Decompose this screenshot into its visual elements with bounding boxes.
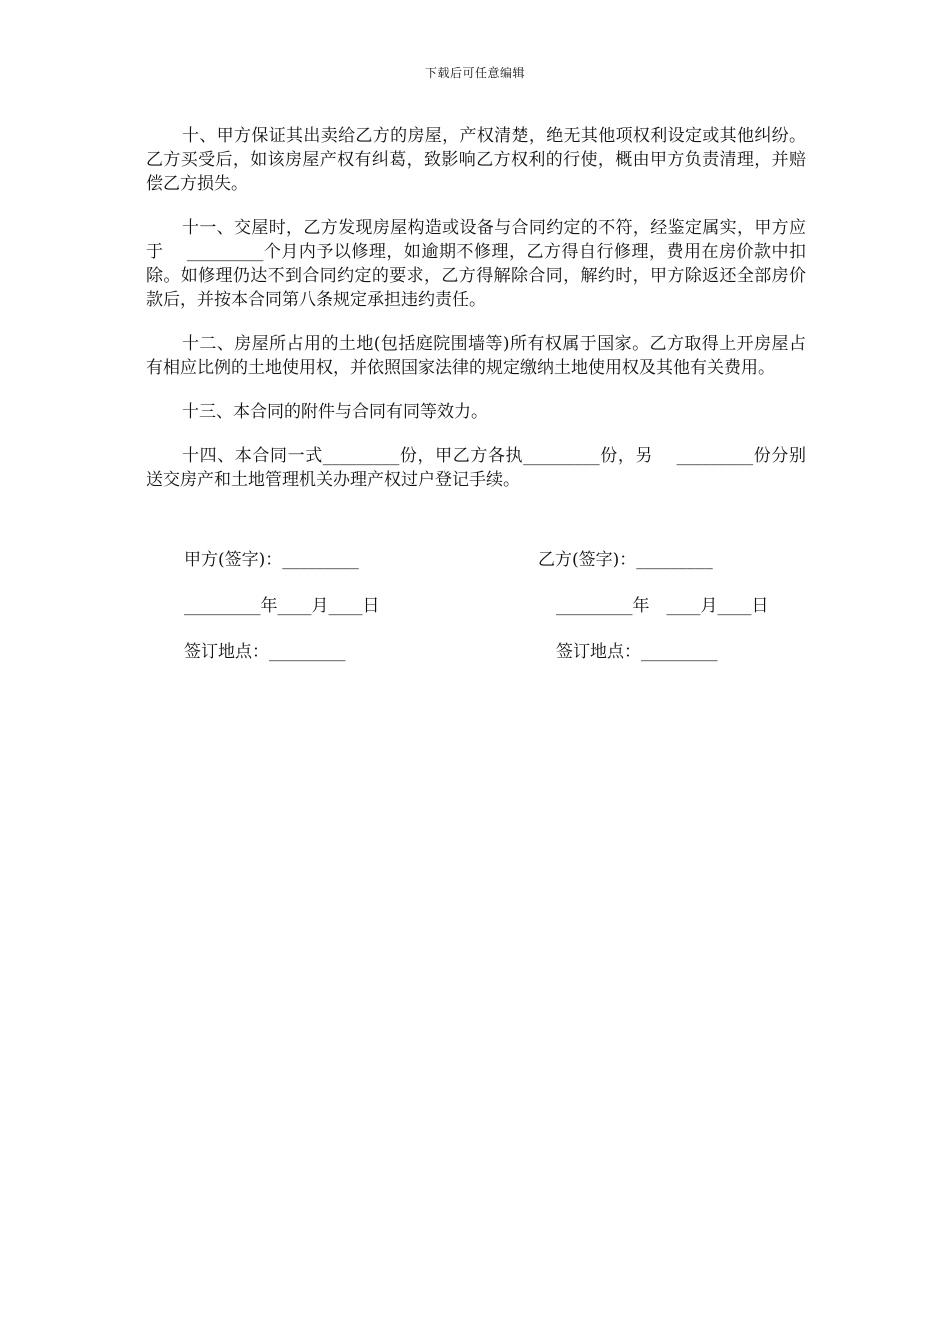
party-a-signature: 甲方(签字)：_________ [184, 550, 359, 570]
date-row [184, 594, 804, 640]
page-header-note: 下载后可任意编辑 [424, 66, 525, 80]
place-row [184, 640, 804, 686]
contract-body [146, 124, 806, 512]
party-a-date: _________年____月____日 [184, 596, 380, 616]
party-a-place: 签订地点：_________ [184, 642, 346, 662]
party-b-place: 签订地点：_________ [556, 642, 718, 662]
signature-row [184, 548, 804, 594]
party-b-signature: 乙方(签字)：_________ [538, 550, 713, 570]
clause-12: 十二、房屋所占用的土地(包括庭院围墙等)所有权属于国家。乙方取得上开房屋占有相应比例的土地使用权，并依照国家法律的规定缴纳土地使用权及其他有关费用。 [146, 334, 806, 378]
party-b-date: _________年 ____月____日 [556, 596, 769, 616]
clause-11: 十一、交屋时，乙方发现房屋构造或设备与合同约定的不符，经鉴定属实，甲方应于 _________个月内予以修理，如逾期不修理，乙方得自行修理，费用在房价款中扣除。如修理仍达不到合同约定的要求，乙方得解除合同，解约时，甲方除返还全部房价款后，并按本合同第八条规定承担违约责任。 [146, 218, 806, 310]
clause-14: 十四、本合同一式_________份，甲乙方各执_________份，另 _________份分别送交房产和土地管理机关办理产权过户登记手续。 [146, 446, 806, 490]
clause-13: 十三、本合同的附件与合同有同等效力。 [182, 402, 488, 422]
signature-block [184, 548, 804, 686]
clause-10: 十、甲方保证其出卖给乙方的房屋，产权清楚，绝无其他项权利设定或其他纠纷。乙方买受后，如该房屋产权有纠葛，致影响乙方权利的行使，概由甲方负责清理，并赔偿乙方损失。 [146, 126, 806, 194]
